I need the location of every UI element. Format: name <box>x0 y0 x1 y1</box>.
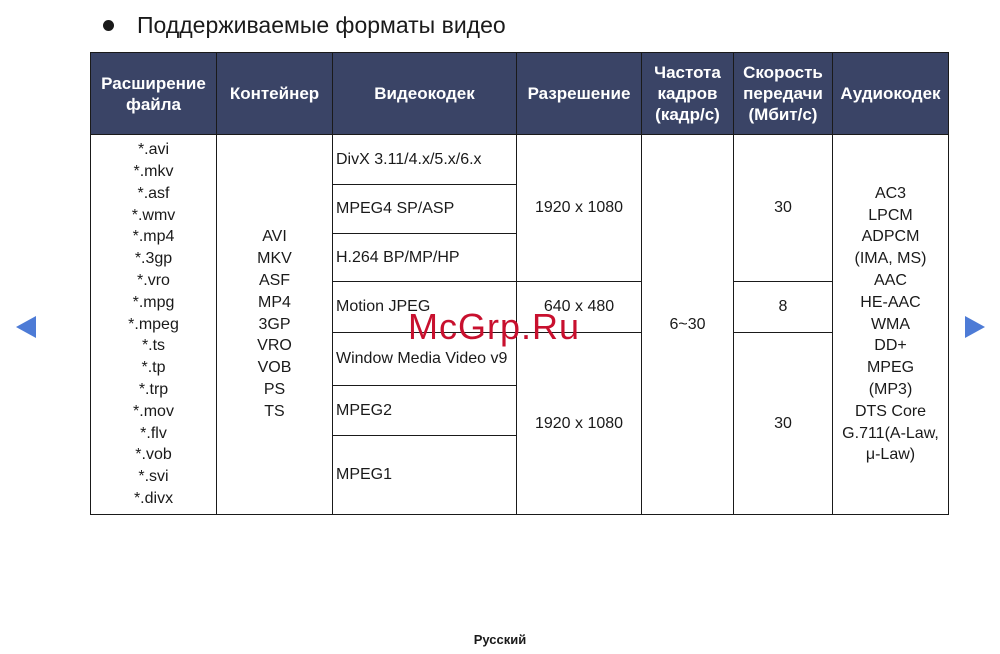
bullet-icon <box>103 20 114 31</box>
audio-codec-item: HE-AAC <box>860 293 921 311</box>
extension-item: *.flv <box>140 424 167 442</box>
container-item: PS <box>263 380 286 398</box>
audio-codec-item: AAC <box>874 272 907 289</box>
extension-item: *.trp <box>138 380 169 398</box>
container-item: MKV <box>257 250 292 268</box>
triangle-left-icon[interactable] <box>16 316 36 338</box>
codec-cell: MPEG1 <box>333 436 517 515</box>
header-audio-codec: Аудиокодек <box>833 53 949 135</box>
extension-item: *.divx <box>133 489 174 507</box>
extensions-cell <box>91 135 217 515</box>
triangle-right-icon[interactable] <box>965 316 985 338</box>
extension-item: *.svi <box>138 468 169 486</box>
table-header-row <box>91 53 949 135</box>
video-formats-table <box>90 52 949 515</box>
section-heading-text: Поддерживаемые форматы видео <box>137 12 506 38</box>
extension-item: *.mkv <box>133 163 174 181</box>
container-item: TS <box>264 402 285 420</box>
extension-item: *.mp4 <box>132 228 175 246</box>
audio-codecs-cell <box>833 135 949 515</box>
resolution-cell: 640 x 480 <box>517 282 642 333</box>
codec-cell: H.264 BP/MP/HP <box>333 234 517 282</box>
extension-item: *.mov <box>133 402 174 420</box>
audio-codec-item: DD+ <box>874 337 907 355</box>
codec-cell: Motion JPEG <box>333 282 517 333</box>
bitrate-cell: 30 <box>734 333 833 515</box>
audio-codec-item: MPEG <box>866 359 915 377</box>
extension-item: *.wmv <box>131 206 176 224</box>
audio-codec-item: AC3 <box>874 184 907 202</box>
container-item: VRO <box>257 337 292 355</box>
container-item: AVI <box>262 228 287 246</box>
container-item: MP4 <box>258 293 291 311</box>
header-bitrate: Скорость передачи (Мбит/с) <box>734 53 833 135</box>
container-item: ASF <box>258 272 291 289</box>
extension-item: *.vro <box>137 272 170 289</box>
audio-codec-item: μ-Law) <box>865 446 916 464</box>
footer-language: Русский <box>473 632 527 647</box>
audio-codec-item: LPCM <box>868 206 913 224</box>
extension-item: *.vob <box>135 446 172 464</box>
audio-codec-item: (MP3) <box>868 380 913 398</box>
header-video-codec: Видеокодек <box>333 53 517 135</box>
extension-item: *.3gp <box>134 250 173 268</box>
extension-item: *.mpg <box>132 293 175 311</box>
header-frame-rate: Частота кадров (кадр/с) <box>642 53 734 135</box>
watermark: McGrp.Ru <box>408 306 581 347</box>
resolution-cell: 1920 x 1080 <box>517 135 642 282</box>
audio-codec-item: (IMA, MS) <box>854 250 927 268</box>
extension-item: *.ts <box>141 337 166 355</box>
table-row <box>91 135 949 185</box>
audio-codec-item: DTS Core <box>854 402 927 420</box>
section-heading <box>103 12 506 39</box>
frame-rate-cell: 6~30 <box>642 135 734 515</box>
codec-cell: MPEG2 <box>333 386 517 436</box>
extension-item: *.avi <box>137 141 170 159</box>
extension-item: *.asf <box>137 184 170 202</box>
audio-codec-item: WMA <box>870 315 911 333</box>
header-extension: Расширение файла <box>91 53 217 135</box>
container-item: 3GP <box>258 315 291 333</box>
resolution-cell: 1920 x 1080 <box>517 333 642 515</box>
header-container: Контейнер <box>217 53 333 135</box>
container-item: VOB <box>257 359 292 377</box>
containers-cell <box>217 135 333 515</box>
bitrate-cell: 8 <box>734 282 833 333</box>
bitrate-cell: 30 <box>734 135 833 282</box>
header-resolution: Разрешение <box>517 53 642 135</box>
audio-codec-item: ADPCM <box>861 228 920 246</box>
extension-item: *.mpeg <box>128 315 179 333</box>
audio-codec-item: G.711(A-Law, <box>842 424 939 442</box>
codec-cell: MPEG4 SP/ASP <box>333 185 517 234</box>
codec-cell: DivX 3.11/4.x/5.x/6.x <box>333 135 517 185</box>
extension-item: *.tp <box>141 359 166 377</box>
codec-cell: Window Media Video v9 <box>333 333 517 386</box>
